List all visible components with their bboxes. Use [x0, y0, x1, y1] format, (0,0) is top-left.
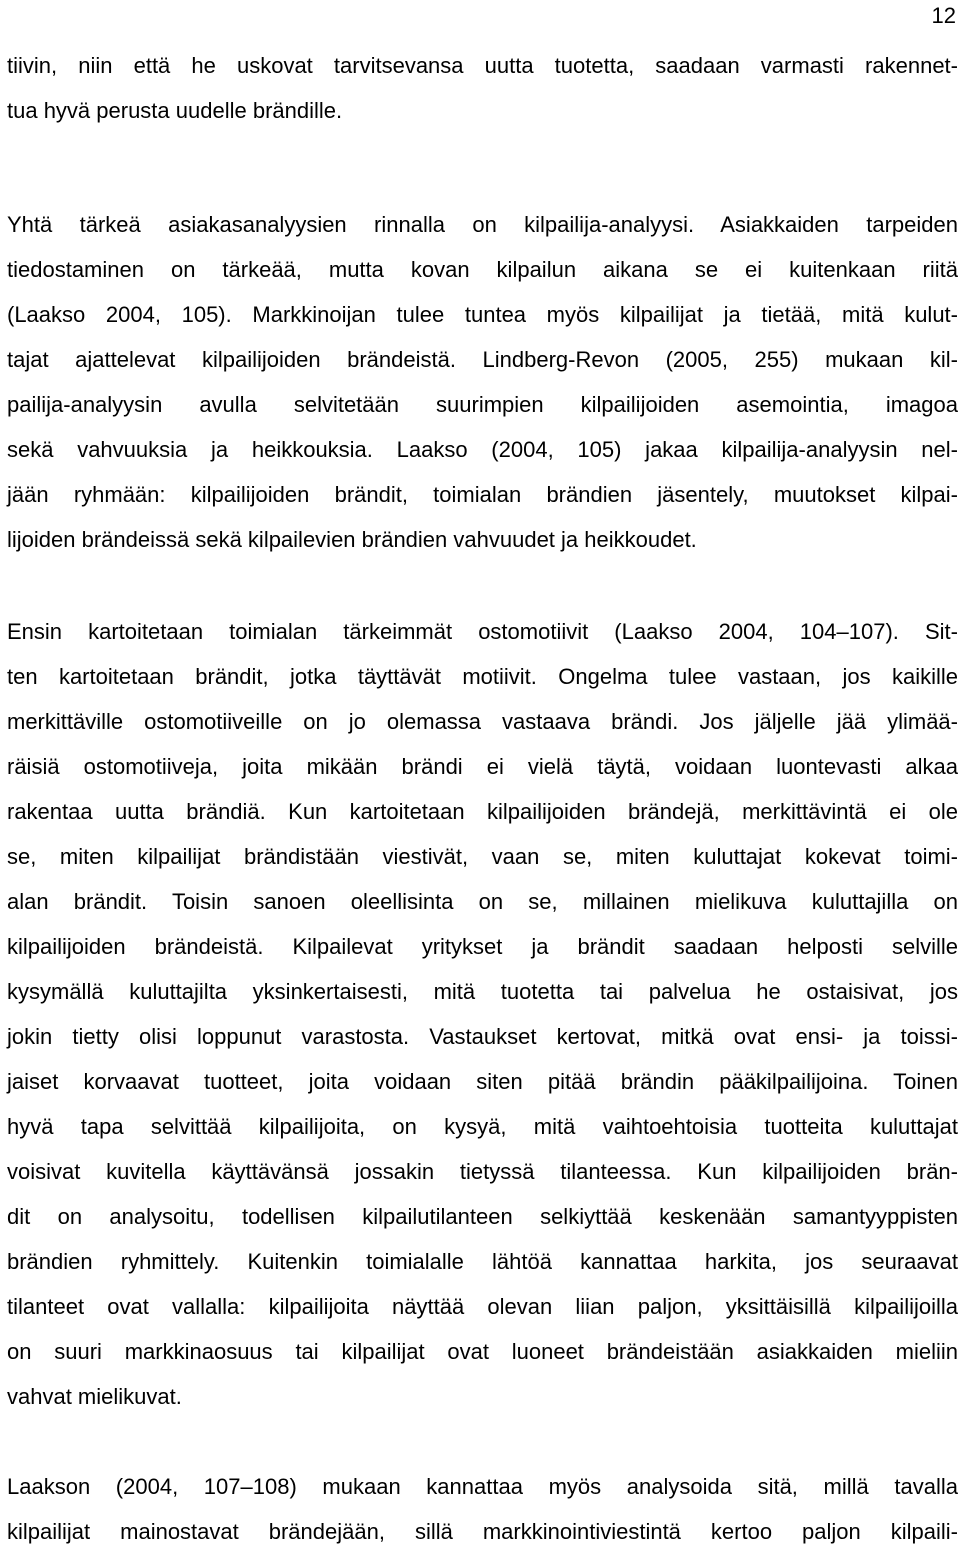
text-line: Yhtä tärkeä asiakasanalyysien rinnalla on kilpailija-analyysi. Asiakkaiden tarpeiden: [7, 212, 958, 237]
text-line: jokin tietty olisi loppunut varastosta. Vastaukset kertovat, mitkä ovat ensi- ja toissi-: [7, 1024, 958, 1049]
text-line: räisiä ostomotiiveja, joita mikään brändi ei vielä täytä, voidaan luontevasti alkaa: [7, 754, 958, 779]
text-line: kilpailijoiden brändeistä. Kilpailevat yritykset ja brändit saadaan helposti selville: [7, 934, 958, 959]
text-line: tua hyvä perusta uudelle brändille.: [7, 98, 343, 123]
text-line: Ensin kartoitetaan toimialan tärkeimmät ostomotiivit (Laakso 2004, 104–107). Sit-: [7, 619, 958, 644]
text-line: tajat ajattelevat kilpailijoiden brändeistä. Lindberg-Revon (2005, 255) mukaan kil-: [7, 347, 958, 372]
text-line: (Laakso 2004, 105). Markkinoijan tulee tuntea myös kilpailijat ja tietää, mitä kulut-: [7, 302, 958, 327]
paragraph-2: [7, 202, 958, 562]
text-line: rakentaa uutta brändiä. Kun kartoitetaan kilpailijoiden brändejä, merkittävintä ei ole: [7, 799, 958, 824]
text-line: voisivat kuvitella käyttävänsä jossakin tietyssä tilanteessa. Kun kilpailijoiden brän-: [7, 1159, 958, 1184]
text-line: Laakson (2004, 107–108) mukaan kannattaa myös analysoida sitä, millä tavalla: [7, 1474, 958, 1499]
text-line: hyvä tapa selvittää kilpailijoita, on kysyä, mitä vaihtoehtoisia tuotteita kuluttajat: [7, 1114, 958, 1139]
text-line: pailija-analyysin avulla selvitetään suurimpien kilpailijoiden asemointia, imagoa: [7, 392, 958, 417]
text-line: sekä vahvuuksia ja heikkouksia. Laakso (2004, 105) jakaa kilpailija-analyysin nel-: [7, 437, 958, 462]
text-line: brändien ryhmittely. Kuitenkin toimialalle lähtöä kannattaa harkita, jos seuraavat: [7, 1249, 958, 1274]
text-line: alan brändit. Toisin sanoen oleellisinta on se, millainen mielikuva kuluttajilla on: [7, 889, 958, 914]
text-line: kilpailijat mainostavat brändejään, sillä markkinointiviestintä kertoo paljon kilpaili-: [7, 1519, 958, 1544]
text-line: dit on analysoitu, todellisen kilpailutilanteen selkiyttää keskenään samantyyppisten: [7, 1204, 958, 1229]
text-line: jaiset korvaavat tuotteet, joita voidaan siten pitää brändin pääkilpailijoina. Toinen: [7, 1069, 958, 1094]
text-line: se, miten kilpailijat brändistään viestivät, vaan se, miten kuluttajat kokevat toimi-: [7, 844, 958, 869]
text-line: tiivin, niin että he uskovat tarvitsevansa uutta tuotetta, saadaan varmasti rakennet-: [7, 53, 958, 78]
text-line: tilanteet ovat vallalla: kilpailijoita näyttää olevan liian paljon, yksittäisillä kilpailijoilla: [7, 1294, 958, 1319]
text-line: merkittäville ostomotiiveille on jo olemassa vastaava brändi. Jos jäljelle jää ylimää-: [7, 709, 958, 734]
paragraph-1: [7, 43, 958, 133]
text-line: ten kartoitetaan brändit, jotka täyttävät motiivit. Ongelma tulee vastaan, jos kaikille: [7, 664, 958, 689]
text-line: tiedostaminen on tärkeää, mutta kovan kilpailun aikana se ei kuitenkaan riitä: [7, 257, 958, 282]
page-number: 12: [931, 3, 956, 28]
text-line: lijoiden brändeissä sekä kilpailevien brändien vahvuudet ja heikkoudet.: [7, 527, 697, 552]
text-line: vahvat mielikuvat.: [7, 1384, 182, 1409]
paragraph-3: [7, 609, 958, 1419]
text-line: kysymällä kuluttajilta yksinkertaisesti, mitä tuotetta tai palvelua he ostaisivat, jos: [7, 979, 958, 1004]
paragraph-4: [7, 1464, 958, 1554]
text-line: on suuri markkinaosuus tai kilpailijat ovat luoneet brändeistään asiakkaiden mieliin: [7, 1339, 958, 1364]
text-line: jään ryhmään: kilpailijoiden brändit, toimialan brändien jäsentely, muutokset kilpai-: [7, 482, 958, 507]
